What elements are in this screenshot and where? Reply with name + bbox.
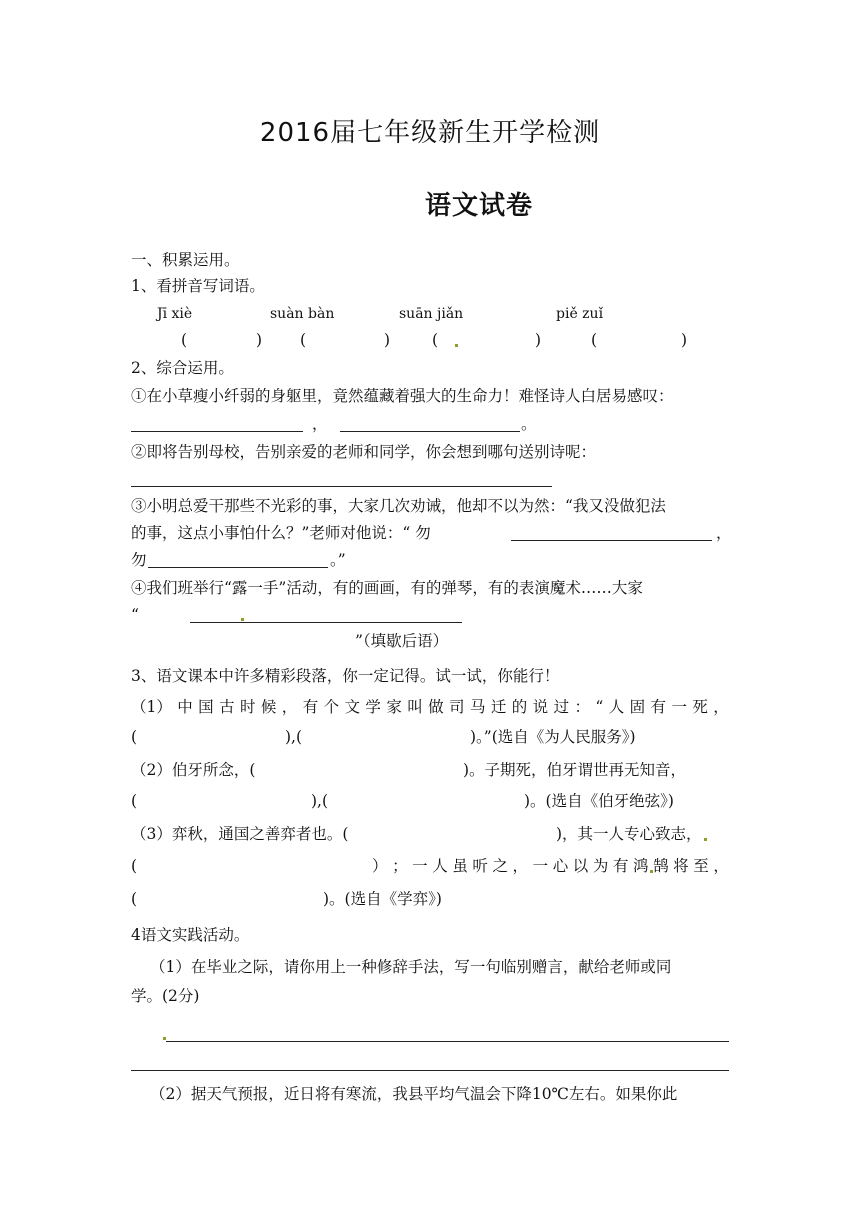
- text-char: ，: [512, 857, 529, 875]
- text-char: 有: [650, 698, 667, 716]
- answer-line[interactable]: [511, 540, 712, 541]
- q2-period: 。: [521, 415, 537, 433]
- answer-box-1-close: ): [256, 331, 263, 349]
- exam-title: 2016届七年级新生开学检测: [259, 118, 601, 148]
- answer-box-2-close: ): [384, 331, 391, 349]
- text-char: ，: [713, 857, 729, 875]
- q2-item-3-comma: ，: [716, 524, 732, 542]
- mark-dot: [163, 1037, 166, 1040]
- text-char: 有: [612, 857, 629, 875]
- text-char: 司: [449, 698, 465, 716]
- q3-line-4c: )。(选自《伯牙绝弦》): [524, 792, 674, 810]
- text-char: 国: [198, 698, 214, 716]
- text-char: ）: [372, 857, 388, 875]
- q3-line-5a: （3）弈秋，通国之善弈者也。(: [131, 825, 349, 843]
- text-char: ，: [713, 698, 729, 716]
- q3-line-3a: （2）伯牙所念，(: [131, 761, 256, 779]
- q3-line-1: [131, 697, 729, 717]
- q3-line-7a: (: [131, 890, 138, 908]
- q2-item-3-cont: 的事，这点小事怕什么？”老师对他说：“ 勿: [131, 524, 431, 542]
- text-char: 为: [592, 857, 609, 875]
- question-2-label: 2、综合运用。: [131, 359, 234, 377]
- answer-box-4-open: (: [591, 331, 598, 349]
- question-3-label: 3、语文课本中许多精彩段落，你一定记得。试一试，你能行！: [131, 667, 560, 685]
- mark-dot: [455, 344, 458, 347]
- text-char: 人: [432, 857, 448, 875]
- q4-item-1-cont: 学。(2分): [131, 987, 200, 1005]
- text-char: ；: [392, 857, 408, 875]
- text-char: 鸿: [633, 857, 649, 875]
- text-char: 的: [511, 698, 528, 716]
- answer-line[interactable]: [131, 1070, 729, 1071]
- answer-line[interactable]: [148, 567, 328, 568]
- q2-item-4-quote: “: [131, 606, 139, 624]
- q3-line-2a: (: [131, 728, 138, 746]
- q2-comma: ，: [312, 415, 328, 433]
- text-char: （1）: [131, 698, 172, 716]
- text-char: 有: [302, 698, 319, 716]
- text-char: 固: [629, 698, 646, 716]
- pinyin-answer-row: [0, 330, 860, 350]
- pinyin-2: suàn bàn: [270, 306, 335, 322]
- pinyin-1: Jī xiè: [157, 306, 193, 322]
- q3-line-4b: ),(: [311, 792, 329, 810]
- text-char: 说: [532, 698, 549, 716]
- answer-box-4-close: ): [681, 331, 688, 349]
- text-char: 文: [344, 698, 361, 716]
- text-char: 之: [492, 857, 508, 875]
- mark-dot: [241, 618, 244, 621]
- q4-item-2-text: （2）据天气预报，近日将有寒流，我县平均气温会下降10℃左右。如果你此: [150, 1085, 678, 1103]
- answer-box-1-open: (: [181, 331, 188, 349]
- q3-line-6b: [372, 856, 729, 876]
- text-char: 死: [692, 698, 708, 716]
- pinyin-3: suān jiǎn: [399, 306, 464, 322]
- text-char: 迁: [490, 698, 507, 716]
- q3-line-2b: ),(: [285, 728, 303, 746]
- text-char: 虽: [452, 857, 468, 875]
- text-char: 马: [469, 698, 486, 716]
- q3-line-6a: (: [131, 857, 138, 875]
- text-char: 至: [693, 857, 709, 875]
- answer-box-3-close: ): [535, 331, 542, 349]
- text-char: 将: [673, 857, 689, 875]
- text-char: 时: [239, 698, 256, 716]
- text-char: 候: [260, 698, 277, 716]
- q2-item-4-text: ④我们班举行“露一手”活动，有的画画，有的弹琴，有的表演魔术……大家: [131, 579, 643, 597]
- text-char: 一: [412, 857, 428, 875]
- q2-item-2-text: ②即将告别母校，告别亲爱的老师和同学，你会想到哪句送别诗呢：: [131, 443, 597, 461]
- q2-item-3-close: 。”: [330, 551, 346, 569]
- answer-line[interactable]: [166, 1041, 729, 1042]
- q3-line-7b: )。(选自《学弈》): [323, 890, 442, 908]
- text-char: ：: [574, 698, 590, 716]
- text-char: 一: [671, 698, 687, 716]
- text-char: 中: [177, 698, 193, 716]
- q3-line-3b: )。子期死，伯牙谓世再无知音，: [463, 761, 687, 779]
- text-char: 家: [386, 698, 402, 716]
- text-char: 人: [608, 698, 625, 716]
- text-char: ，: [281, 698, 298, 716]
- answer-line[interactable]: [131, 431, 303, 432]
- mark-dot: [704, 838, 707, 841]
- text-char: “: [595, 698, 604, 716]
- text-char: 过: [553, 698, 570, 716]
- text-char: 鹄: [653, 857, 669, 875]
- q4-item-1-text: （1）在毕业之际，请你用上一种修辞手法，写一句临别赠言，献给老师或同: [150, 958, 672, 976]
- answer-line[interactable]: [190, 622, 462, 623]
- text-char: 学: [365, 698, 381, 716]
- q2-item-1-text: ①在小草瘦小纤弱的身躯里，竟然蕴藏着强大的生命力！难怪诗人白居易感叹：: [131, 387, 674, 405]
- text-char: 古: [219, 698, 235, 716]
- pinyin-row: [0, 304, 860, 324]
- q3-line-5b: )，其一人专心致志，: [556, 825, 702, 843]
- answer-line[interactable]: [131, 486, 552, 487]
- text-char: 以: [572, 857, 589, 875]
- pinyin-4: piě zuǐ: [556, 306, 604, 322]
- text-char: 做: [428, 698, 444, 716]
- q2-item-4-hint: ”（填歇后语）: [355, 632, 449, 650]
- text-char: 一: [532, 857, 549, 875]
- text-char: 心: [552, 857, 569, 875]
- text-char: 个: [323, 698, 340, 716]
- q2-item-3-wu: 勿: [131, 551, 147, 569]
- text-char: 听: [472, 857, 488, 875]
- section-heading: 一、积累运用。: [131, 251, 240, 269]
- q2-item-3-text: ③小明总爱干那些不光彩的事，大家几次劝诫，他却不以为然：“我又没做犯法: [131, 497, 666, 515]
- question-4-label: 4语文实践活动。: [131, 926, 250, 944]
- question-1-label: 1、看拼音写词语。: [131, 277, 265, 295]
- q3-line-4a: (: [131, 792, 138, 810]
- answer-box-3-open: (: [432, 331, 439, 349]
- answer-line[interactable]: [340, 431, 520, 432]
- q3-line-2c: )。”(选自《为人民服务》): [470, 728, 636, 746]
- answer-box-2-open: (: [300, 331, 307, 349]
- exam-subtitle: 语文试卷: [425, 191, 534, 221]
- mark-dot: [650, 870, 653, 873]
- text-char: 叫: [407, 698, 423, 716]
